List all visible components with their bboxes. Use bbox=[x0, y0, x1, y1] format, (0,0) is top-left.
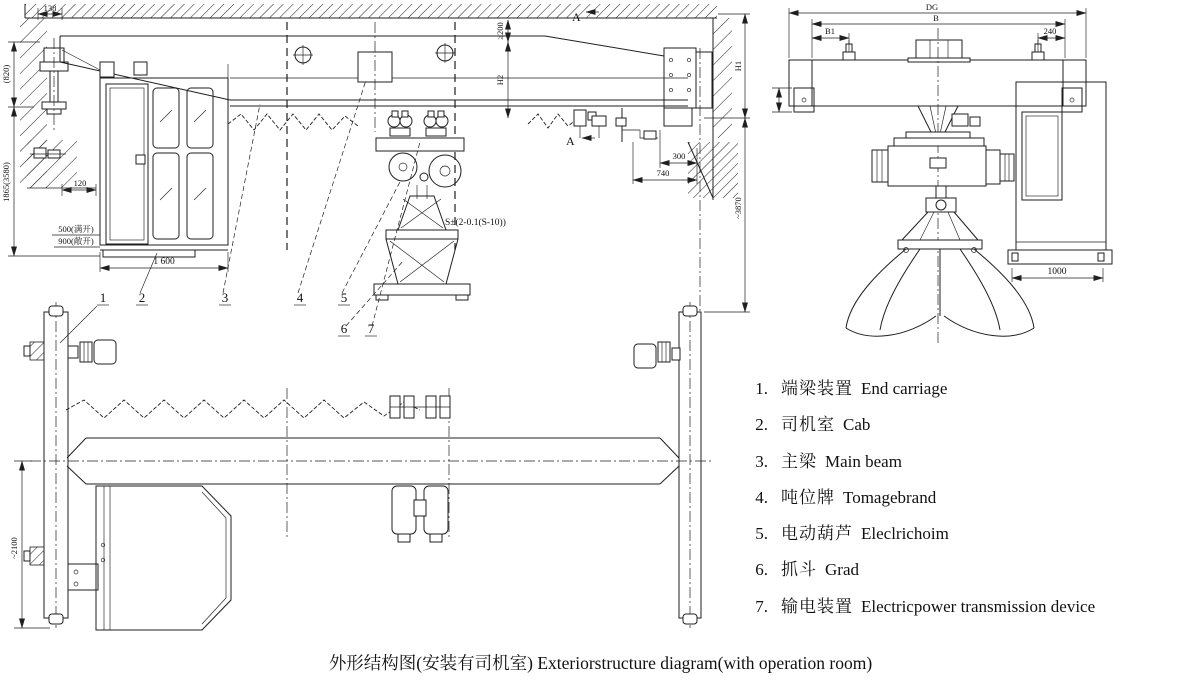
front-view-dimensions bbox=[1, 3, 750, 312]
hoist-plan bbox=[390, 396, 450, 542]
legend-english-label: Grad bbox=[825, 560, 859, 580]
callout-3: 3 bbox=[221, 290, 229, 305]
legend-english-label: End carriage bbox=[861, 379, 948, 398]
tonnage-plate bbox=[358, 22, 392, 132]
callout-6: 6 bbox=[340, 321, 348, 336]
dim-h2: H2 bbox=[495, 74, 505, 86]
power-feed-devices bbox=[574, 108, 658, 142]
left-end-carriage-plan bbox=[24, 302, 116, 628]
dim-left-offset: B1 bbox=[825, 26, 835, 36]
dim-door-closed: 500(满开) bbox=[58, 224, 94, 234]
section-label-a-top: A bbox=[572, 10, 581, 24]
callouts bbox=[60, 80, 420, 343]
section-label-a-bottom: A bbox=[566, 134, 575, 148]
dim-overall-width: DG bbox=[925, 2, 939, 12]
main-beam-plan bbox=[30, 388, 712, 540]
legend-english-label: Main beam bbox=[825, 451, 902, 471]
side-view bbox=[772, 2, 1112, 345]
section-mark-bottom bbox=[566, 134, 595, 148]
legend-item-end-carriage bbox=[742, 374, 1200, 410]
callout-5: 5 bbox=[340, 290, 348, 305]
dim-300: 300 bbox=[672, 151, 686, 161]
callout-7: 7 bbox=[367, 321, 375, 336]
legend-number: 1. bbox=[755, 379, 768, 398]
dim-138: 138 bbox=[43, 3, 57, 13]
plan-view bbox=[9, 302, 712, 630]
buffer-bracket-left bbox=[68, 564, 98, 590]
legend-chinese-label: 司机室 bbox=[781, 415, 835, 435]
cab-plan bbox=[96, 486, 231, 630]
legend-english-label: Eleclrichoim bbox=[861, 524, 949, 544]
hoist-front bbox=[376, 111, 464, 199]
front-view bbox=[1, 3, 750, 312]
legend-english-label: Cab bbox=[843, 415, 871, 435]
dim-door-open: 900(敞开) bbox=[58, 236, 94, 246]
legend-number: 7. bbox=[755, 596, 768, 616]
callout-1: 1 bbox=[99, 290, 107, 305]
dim-820: (820) bbox=[1, 64, 11, 84]
legend-number: 6. bbox=[755, 560, 768, 580]
dim-span-tolerance: S±(2-0.1(S-10)) bbox=[445, 218, 506, 228]
legend-english-label: Tomagebrand bbox=[843, 487, 937, 507]
dim-h1: H1 bbox=[733, 60, 743, 72]
legend-item-tonnage-brand bbox=[742, 483, 1200, 519]
festoon-cable-plan bbox=[66, 400, 420, 418]
dim-2100: ~2100 bbox=[9, 537, 19, 559]
legend-number: 2. bbox=[755, 415, 768, 435]
hoist-side-view bbox=[872, 106, 1014, 212]
dim-120: 120 bbox=[73, 178, 87, 188]
callout-2: 2 bbox=[138, 290, 146, 305]
legend-item-power-transmission bbox=[742, 592, 1200, 628]
legend-number: 5. bbox=[755, 524, 768, 544]
dim-740: 740 bbox=[656, 168, 670, 178]
callout-4: 4 bbox=[296, 290, 304, 305]
legend-chinese-label: 抓斗 bbox=[781, 560, 817, 580]
hanger-bolt-right bbox=[435, 43, 455, 63]
dim-3870: ~3870 bbox=[733, 197, 743, 219]
legend-item-cab bbox=[742, 410, 1200, 446]
legend-item-grab bbox=[742, 555, 1200, 591]
grab-side-view bbox=[846, 212, 1034, 336]
hanger-bolt-left bbox=[293, 45, 313, 65]
travel-drive-right bbox=[634, 342, 680, 368]
legend-item-electric-hoist bbox=[742, 519, 1200, 555]
drawing-caption: 外形结构图(安装有司机室) Exteriorstructure diagram(with operation room) bbox=[328, 653, 873, 673]
parts-legend bbox=[742, 374, 1200, 628]
dim-ge200: ≥200 bbox=[495, 22, 505, 40]
legend-number: 3. bbox=[755, 451, 768, 471]
legend-english-label: Electricpower transmission device bbox=[861, 596, 1096, 616]
dim-wheel-base: B bbox=[933, 13, 939, 23]
dim-right-offset: 240 bbox=[1043, 26, 1057, 36]
legend-number: 4. bbox=[755, 487, 768, 507]
legend-item-main-beam bbox=[742, 447, 1200, 483]
legend-chinese-label: 端梁装置 bbox=[781, 379, 853, 398]
callout-leaders bbox=[60, 80, 420, 343]
right-end-carriage-plan bbox=[634, 302, 701, 628]
legend-chinese-label: 吨位牌 bbox=[781, 487, 835, 507]
ceiling-hatch bbox=[25, 4, 717, 18]
cab-windows bbox=[153, 88, 213, 239]
dim-1865-3580: 1865(3580) bbox=[1, 162, 11, 202]
right-wall-hatch bbox=[688, 18, 738, 200]
legend-chinese-label: 输电装置 bbox=[781, 596, 853, 616]
dim-1000: 1000 bbox=[1047, 267, 1067, 277]
cab-side-view bbox=[1008, 82, 1112, 282]
legend-chinese-label: 主梁 bbox=[781, 451, 817, 471]
dim-1600: 1 600 bbox=[153, 257, 175, 267]
travel-drive-left bbox=[68, 340, 116, 364]
legend-chinese-label: 电动葫芦 bbox=[781, 524, 853, 544]
